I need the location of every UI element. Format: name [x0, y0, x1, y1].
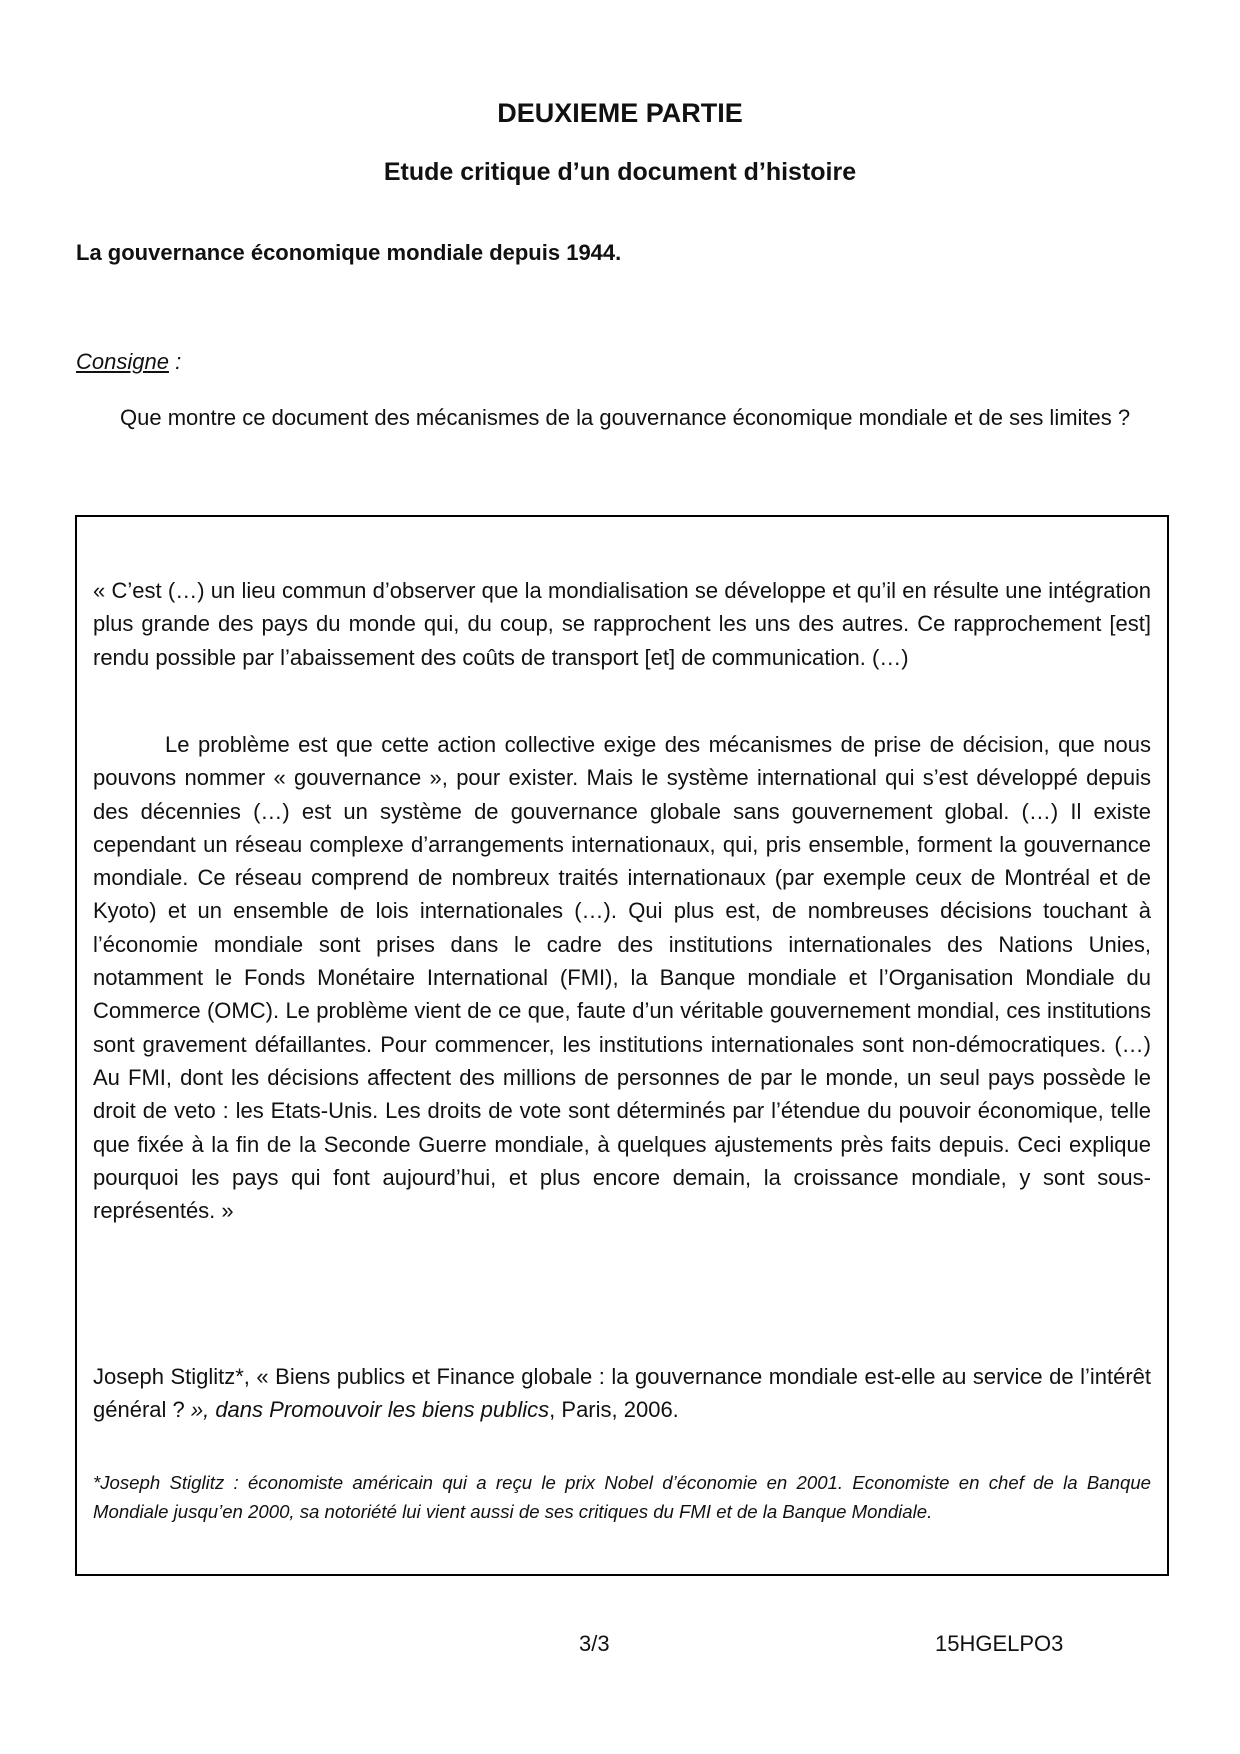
document-paragraph-1: « C’est (…) un lieu commun d’observer que la mondialisation se développe et qu’il en résulte une intégration plus grande des pays du monde qui, du coup, se rapprochent les uns des autres. Ce rapprochement [est] rendu possible par l’abaissement des coûts de transport [et] de communication. (…): [93, 578, 1151, 670]
topic-heading: La gouvernance économique mondiale depuis 1944.: [76, 240, 622, 265]
consigne-label: [76, 349, 181, 375]
page-subtitle: Etude critique d’un document d’histoire: [383, 158, 857, 186]
citation-closing: », dans: [184, 1397, 270, 1423]
consigne-question: Que montre ce document des mécanismes de la gouvernance économique mondiale et de ses limites ?: [120, 405, 1131, 430]
citation-author-title: Joseph Stiglitz*, « Biens publics et Finance globale : la gouvernance mondiale est-elle au service de l’intérêt général ?: [93, 1364, 1151, 1423]
consigne-label-text: Consigne: [76, 349, 169, 374]
document-frame: [75, 515, 1169, 1576]
page-number: 3/3: [579, 1631, 610, 1656]
document-code: 15HGELPO3: [935, 1631, 1064, 1656]
document-paragraph-2: Le problème est que cette action collective exige des mécanismes de prise de décision, que nous pouvons nommer « gouvernance », pour exister. Mais le système international qui s’est développé depuis des décennies (…) est un système de gouvernance globale sans gouvernement global. (…) Il existe cependant un réseau complexe d’arrangements internationaux, qui, pris ensemble, forment la gouvernance mondiale. Ce réseau comprend de nombreux traités internationaux (par exemple ceux de Montréal et de Kyoto) et un ensemble de lois internationales (…). Qui plus est, de nombreuses décisions touchant à l’économie mondiale sont prises dans le cadre des institutions internationales des Nations Unies, notamment le Fonds Monétaire International (FMI), la Banque mondiale et l’Organisation Mondiale du Commerce (OMC). Le problème vient de ce que, faute d’un véritable gouvernement mondial, ces institutions sont gravement défaillantes. Pour commencer, les institutions internationales sont non-démocratiques. (…) Au FMI, dont les décisions affectent des millions de personnes de par le monde, un seul pays possède le droit de veto : les Etats-Unis. Les droits de vote sont déterminés par l’étendue du pouvoir économique, telle que fixée à la fin de la Seconde Guerre mondiale, à quelques ajustements près faits depuis. Ceci explique pourquoi les pays qui font aujourd’hui, et plus encore demain, la croissance mondiale, y sont sous-représentés. »: [93, 732, 1151, 1224]
document-citation: [93, 1360, 1151, 1427]
citation-place-year: , Paris, 2006.: [549, 1397, 679, 1423]
author-footnote: *Joseph Stiglitz : économiste américain qui a reçu le prix Nobel d’économie en 2001. Economiste en chef de la Banque Mondiale jusqu’en 2000, sa notoriété lui vient aussi de ses critiques du FMI et de la Banque Mondiale.: [93, 1472, 1151, 1522]
citation-book-title: Promouvoir les biens publics: [269, 1397, 550, 1423]
consigne-label-suffix: :: [168, 349, 182, 374]
page-title: DEUXIEME PARTIE: [497, 98, 743, 128]
